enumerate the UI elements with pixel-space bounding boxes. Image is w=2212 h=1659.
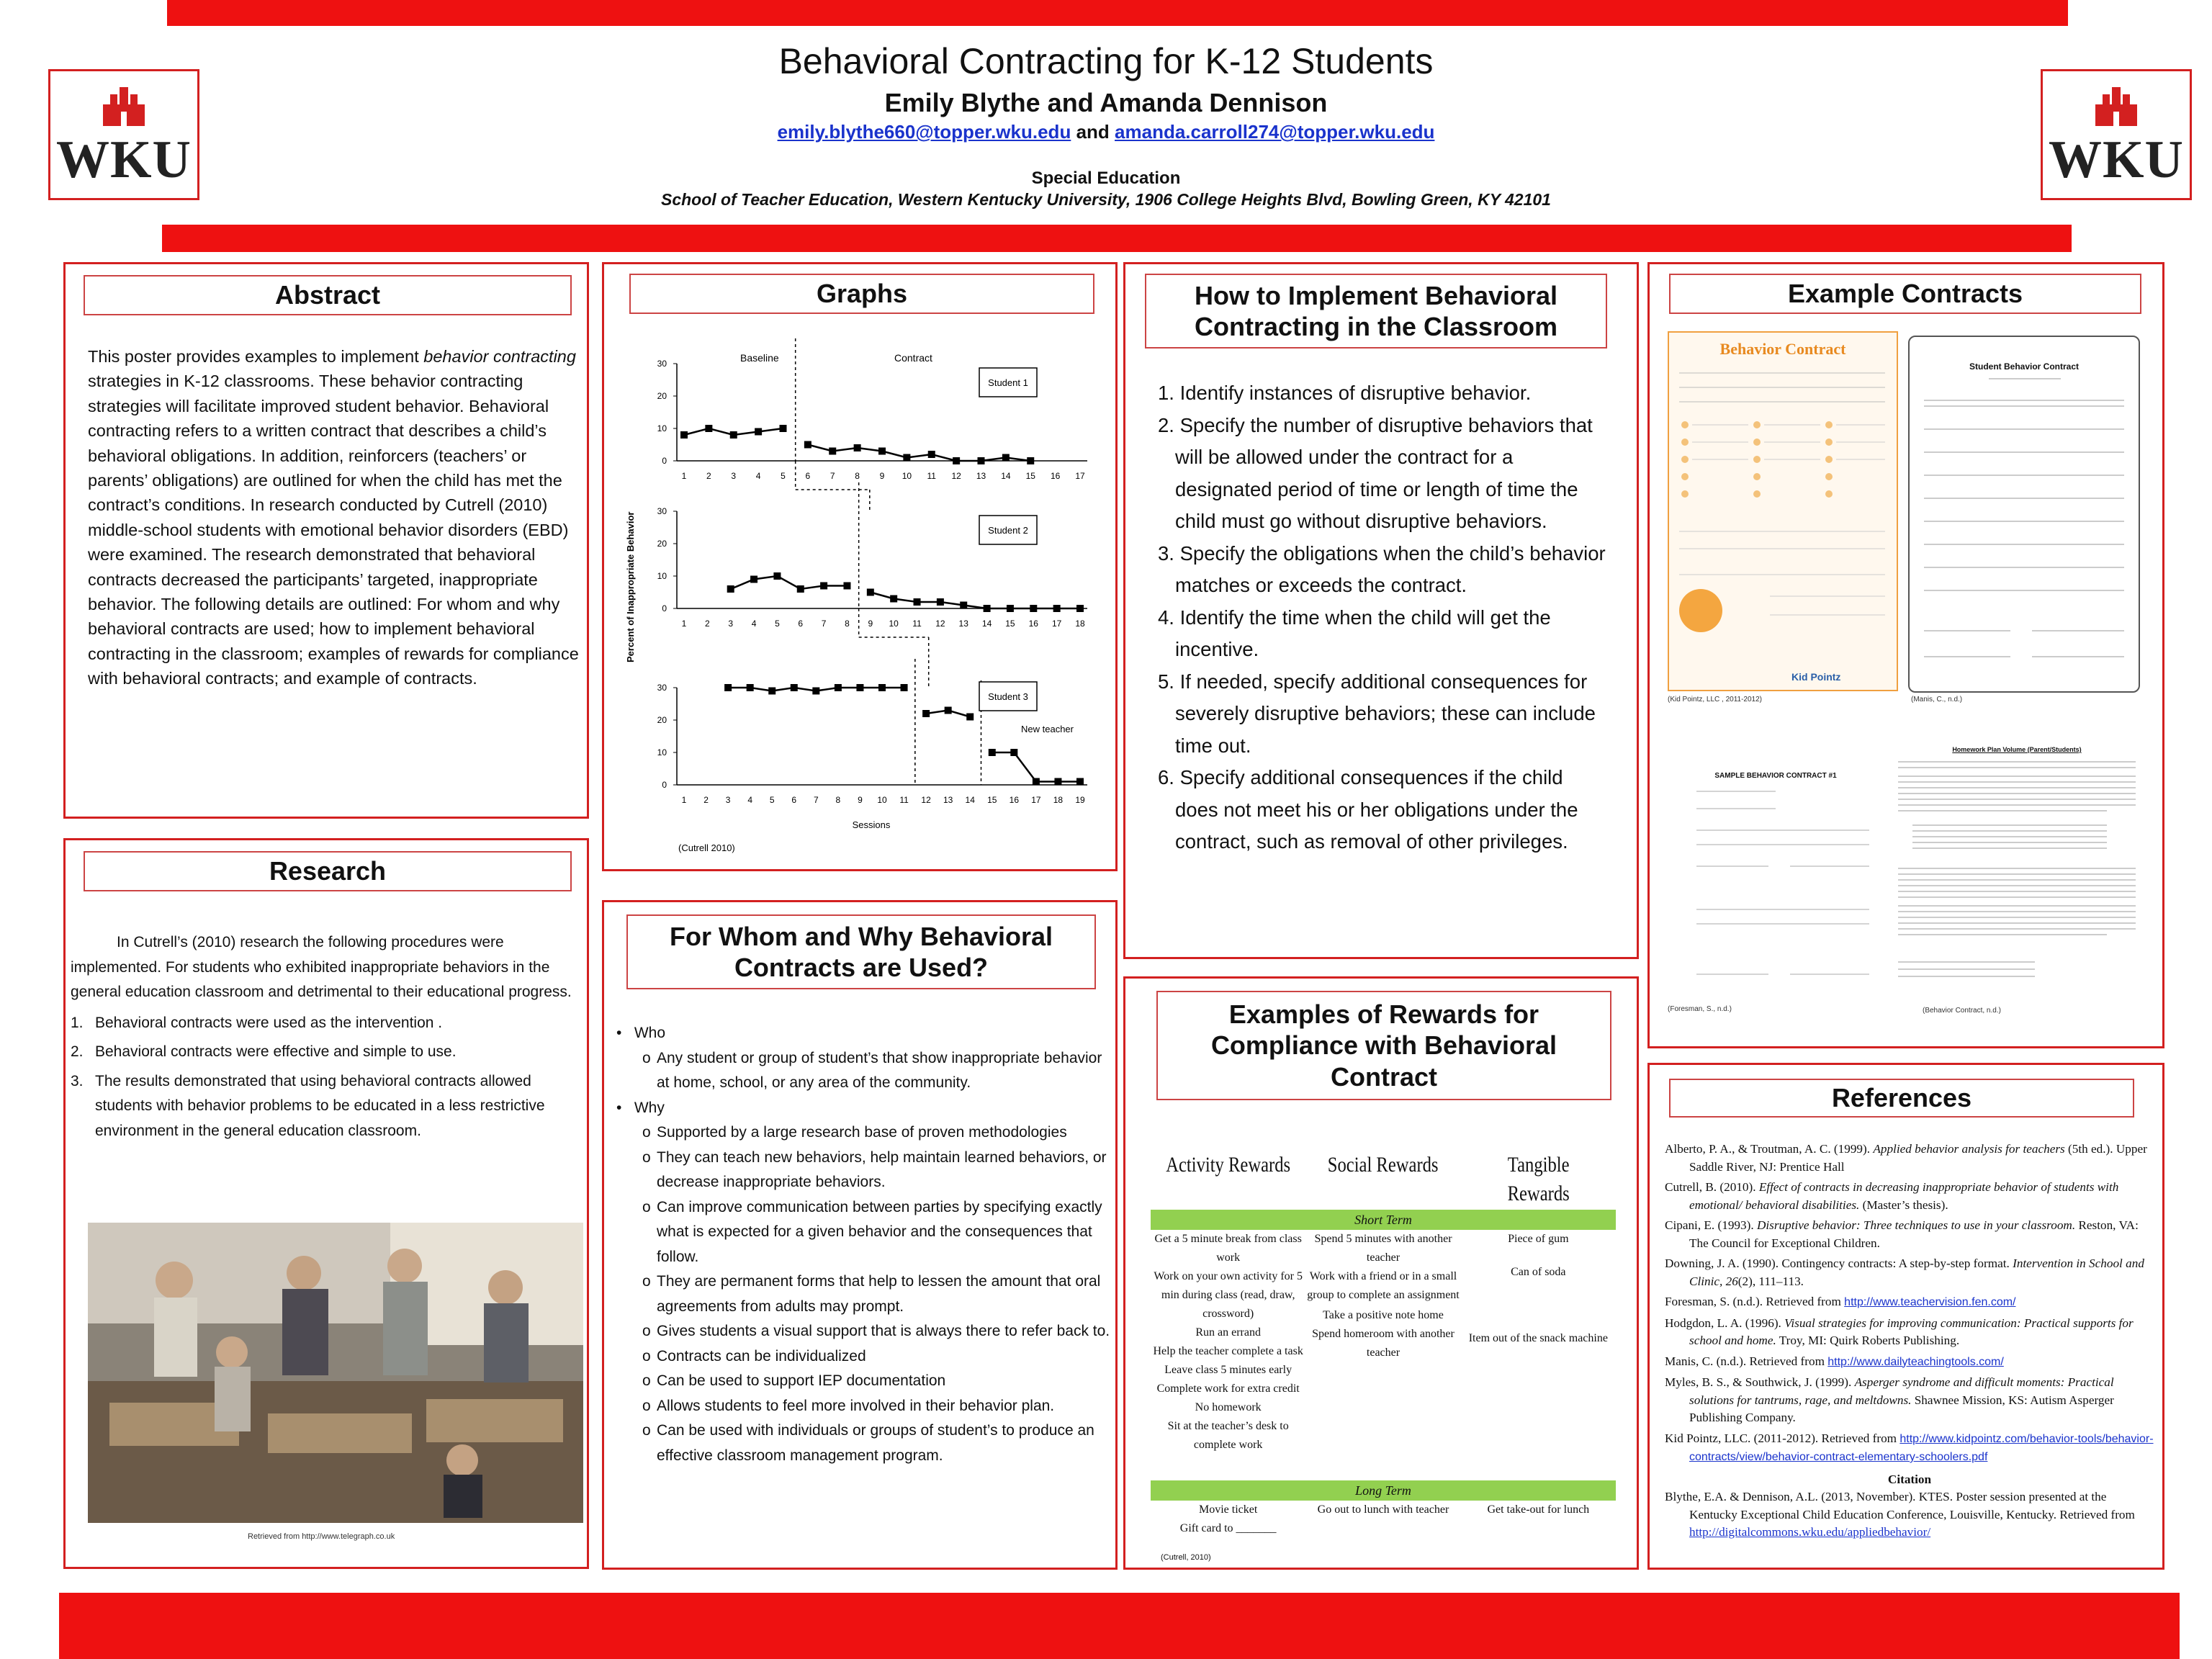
long-tangible-rewards	[1461, 1501, 1616, 1538]
reward-item: Gift card to _______	[1179, 1522, 1277, 1534]
contract-point	[966, 714, 974, 721]
contract-point	[937, 598, 944, 606]
sub-list-item	[616, 1394, 1113, 1419]
x-tick-label: 10	[877, 795, 887, 805]
circle-bullet-icon: o	[642, 1198, 651, 1215]
how-to-steps	[1158, 377, 1606, 858]
contract-2-caption: (Manis, C., n.d.)	[1911, 696, 1963, 703]
research-text	[71, 930, 579, 1143]
y-tick-label: 10	[657, 571, 667, 581]
baseline-point	[724, 684, 732, 691]
email-link-blythe[interactable]: emily.blythe660@topper.wku.edu	[777, 121, 1071, 143]
contract-1-brand: Kid Pointz	[1791, 671, 1841, 683]
contract-point	[928, 451, 935, 458]
reference-item: Myles, B. S., & Southwick, J. (1999). Asperger syndrome and difficult moments: Practical solutions for tantrums, rage, and meltdowns. Shawnee Mission, KS: Autism Asperger Publishing Company.	[1665, 1375, 2114, 1424]
contract-point	[960, 602, 967, 609]
y-tick-label: 0	[662, 780, 667, 790]
how-to-step: 3. Specify the obligations when the child’s behavior matches or exceeds the contract.	[1158, 541, 1606, 596]
y-tick-label: 30	[657, 683, 667, 693]
contract-4-text-lines	[1891, 753, 2143, 998]
sub-list-item	[616, 1269, 1113, 1319]
affiliation: School of Teacher Education, Western Kentucky University, 1906 College Heights Blvd, Bowling Green, KY 42101	[661, 190, 1551, 209]
contract-2-title: Student Behavior Contract	[1969, 361, 2079, 372]
reward-item: Get a 5 minute break from class work	[1154, 1233, 1302, 1264]
x-tick-label: 14	[1001, 471, 1011, 481]
contract-point	[1002, 454, 1010, 462]
contract-3-caption: (Foresman, S., n.d.)	[1668, 1005, 1732, 1013]
x-tick-label: 2	[706, 471, 711, 481]
baseline-point	[779, 425, 786, 432]
x-tick-label: 7	[813, 795, 819, 805]
baseline-point	[843, 583, 850, 590]
sub-list-item-text: Any student or group of student’s that show inappropriate behavior at home, school, or any area of the community.	[657, 1049, 1102, 1091]
reward-item: Item out of the snack machine	[1468, 1332, 1608, 1344]
x-tick-label: 4	[751, 619, 757, 629]
reference-item: Hodgdon, L. A. (1996). Visual strategies for improving communication: Practical supports for school and home. Troy, MI: Quirk Roberts Publishing.	[1665, 1316, 2134, 1347]
sub-list-item	[616, 1344, 1113, 1370]
student-label: Student 2	[988, 525, 1028, 536]
contract-point	[1027, 457, 1034, 464]
x-tick-label: 3	[725, 795, 731, 805]
x-tick-label: 16	[1009, 795, 1020, 805]
sub-list-item	[616, 1046, 1113, 1096]
contract-3-lines	[1668, 780, 1884, 996]
x-tick-label: 1	[681, 619, 687, 629]
circle-bullet-icon: o	[642, 1049, 651, 1066]
baseline-point	[747, 684, 754, 691]
reward-item: Work on your own activity for 5 min during class (read, draw, crossword)	[1154, 1270, 1303, 1320]
reference-item: Cutrell, B. (2010). Effect of contracts in decreasing inappropriate behavior of students with emotional/ behavioral disabilities. (Master’s thesis).	[1665, 1180, 2119, 1212]
reward-item: Leave class 5 minutes early	[1164, 1364, 1292, 1376]
y-tick-label: 20	[657, 715, 667, 725]
x-tick-label: 19	[1075, 795, 1085, 805]
y-tick-label: 30	[657, 506, 667, 516]
baseline-line	[731, 576, 848, 589]
y-tick-label: 10	[657, 747, 667, 757]
x-tick-label: 5	[781, 471, 786, 481]
contract-4-title: Homework Plan Volume (Parent/Students)	[1952, 746, 2082, 753]
x-tick-label: 8	[845, 619, 850, 629]
reward-item: Sit at the teacher’s desk to complete work	[1167, 1420, 1289, 1451]
baseline-point	[755, 428, 762, 436]
contract-point	[922, 710, 930, 717]
baseline-point	[878, 684, 886, 691]
list-number: 3.	[71, 1072, 84, 1089]
new-teacher-label: New teacher	[1021, 724, 1074, 734]
contract-2-lines	[1910, 372, 2139, 674]
baseline-point	[791, 684, 798, 691]
rewards-header-row	[1151, 1151, 1616, 1208]
list-number: 2.	[71, 1043, 84, 1060]
reference-item: Foresman, S. (n.d.). Retrieved from http://www.teachervision.fen.com/	[1665, 1295, 2016, 1308]
y-tick-label: 30	[657, 359, 667, 369]
reference-item: Alberto, P. A., & Troutman, A. C. (1999). Applied behavior analysis for teachers (5th ed.). Upper Saddle River, NJ: Prentice Hall	[1665, 1142, 2147, 1174]
x-tick-label: 2	[705, 619, 710, 629]
x-tick-label: 16	[1050, 471, 1061, 481]
contract-1-title: Behavior Contract	[1719, 340, 1846, 358]
contract-point	[945, 707, 952, 714]
why-list	[616, 1120, 1113, 1468]
x-tick-label: 17	[1075, 471, 1085, 481]
email-separator: and	[1076, 121, 1110, 143]
for-whom-title: For Whom and Why Behavioral Contracts are Used?	[626, 914, 1096, 989]
how-to-step: 1. Identify instances of disruptive behavior.	[1158, 382, 1532, 404]
circle-bullet-icon: o	[642, 1323, 651, 1339]
photo-caption: Retrieved from http://www.telegraph.co.uk	[248, 1532, 395, 1541]
contract-4-caption: (Behavior Contract, n.d.)	[1923, 1007, 2001, 1015]
how-to-step: 6. Specify additional consequences if the child does not meet his or her obligations under the contract, such as removal of other privileges.	[1158, 766, 1578, 853]
classroom-photo	[88, 1223, 583, 1523]
contract-point	[829, 448, 836, 455]
contract-point	[854, 444, 861, 451]
multiple-baseline-graph	[612, 331, 1109, 864]
sub-list-item	[616, 1369, 1113, 1394]
rewards-title: Examples of Rewards for Compliance with Behavioral Contract	[1156, 991, 1611, 1100]
short-tangible-rewards	[1461, 1230, 1616, 1475]
sub-list-item	[616, 1195, 1113, 1270]
contract-point	[878, 448, 886, 455]
reward-item: Can of soda	[1511, 1266, 1566, 1278]
x-tick-label: 15	[1005, 619, 1015, 629]
wku-wordmark: WKU	[2049, 130, 2184, 189]
baseline-point	[727, 585, 734, 593]
contract-point	[984, 605, 991, 612]
contract-line	[871, 593, 1080, 609]
list-item-text: The results demonstrated that using behavioral contracts allowed students with behavior problems to be educated in a less restrictive environment in the general education classroom.	[95, 1072, 545, 1139]
x-tick-label: 7	[830, 471, 835, 481]
graphs-title: Graphs	[629, 274, 1094, 314]
short-term-header: Short Term	[1151, 1210, 1616, 1230]
how-to-step: 5. If needed, specify additional consequences for severely disruptive behaviors; these can include time out.	[1158, 670, 1596, 757]
poster-authors: Emily Blythe and Amanda Dennison	[884, 88, 1328, 117]
new-teacher-point	[1076, 778, 1084, 786]
who-label: • Who	[616, 1025, 666, 1041]
reference-link[interactable]: http://www.teachervision.fen.com/	[1844, 1296, 2016, 1308]
reward-item: Run an errand	[1195, 1326, 1261, 1339]
x-tick-label: 6	[805, 471, 811, 481]
example-contracts-title: Example Contracts	[1669, 274, 2141, 314]
x-tick-label: 14	[965, 795, 975, 805]
long-activity-rewards	[1151, 1501, 1305, 1538]
research-list	[71, 1011, 579, 1144]
references-title: References	[1669, 1079, 2134, 1118]
citation-link[interactable]: http://digitalcommons.wku.edu/appliedbehavior/	[1689, 1525, 1931, 1539]
baseline-point	[797, 585, 804, 593]
rewards-table	[1151, 1151, 1616, 1567]
col-tangible-rewards: Tangible Rewards	[1507, 1153, 1570, 1205]
reward-item: Spend homeroom with another teacher	[1312, 1328, 1455, 1359]
x-tick-label: 9	[858, 795, 863, 805]
x-tick-label: 11	[899, 795, 909, 805]
x-tick-label: 5	[775, 619, 780, 629]
x-tick-label: 11	[912, 619, 922, 629]
y-tick-label: 20	[657, 391, 667, 401]
list-item-text: Behavioral contracts were used as the intervention .	[95, 1014, 443, 1031]
research-list-item	[71, 1011, 579, 1036]
x-tick-label: 8	[835, 795, 841, 805]
contract-point	[1076, 605, 1084, 612]
contract-point	[890, 595, 897, 603]
sub-list-item	[616, 1419, 1113, 1468]
contract-image-manis	[1908, 336, 2140, 693]
y-tick-label: 10	[657, 423, 667, 433]
sub-list-item-text: Can improve communication between parties by specifying exactly what is expected for a given behavior and the consequences that follow.	[657, 1198, 1102, 1265]
research-list-item	[71, 1040, 579, 1065]
circle-bullet-icon: o	[642, 1148, 651, 1166]
wku-wordmark: WKU	[56, 130, 192, 189]
sub-list-item-text: Allows students to feel more involved in their behavior plan.	[657, 1397, 1055, 1414]
contract-point	[1053, 605, 1061, 612]
baseline-point	[680, 431, 688, 439]
x-tick-label: 12	[935, 619, 945, 629]
top-red-bar	[167, 0, 2068, 26]
student-label: Student 1	[988, 377, 1028, 388]
baseline-point	[705, 425, 712, 432]
new-teacher-point	[1054, 778, 1061, 786]
x-tick-label: 17	[1051, 619, 1062, 629]
reward-item: Get take-out for lunch	[1487, 1503, 1590, 1516]
reward-item: Movie ticket	[1199, 1503, 1258, 1516]
rewards-citation: (Cutrell, 2010)	[1161, 1553, 1211, 1562]
for-whom-text	[616, 1021, 1113, 1468]
y-tick-label: 0	[662, 456, 667, 466]
contract-point	[804, 441, 811, 449]
reward-item: Piece of gum	[1508, 1233, 1569, 1245]
header-red-bar	[162, 225, 2072, 252]
abstract-title: Abstract	[84, 275, 572, 315]
contract-line	[808, 445, 1030, 462]
sub-list-item-text: Can be used with individuals or groups of student’s to produce an effective classroom management program.	[657, 1422, 1094, 1464]
contract-1-caption: (Kid Pointz, LLC , 2011-2012)	[1668, 696, 1763, 703]
list-number: 1.	[71, 1014, 84, 1031]
reward-item: Complete work for extra credit	[1156, 1382, 1300, 1395]
baseline-point	[901, 684, 908, 691]
contract-1-lines	[1669, 359, 1897, 647]
x-tick-label: 13	[976, 471, 986, 481]
sub-list-item-text: Supported by a large research base of proven methodologies	[657, 1124, 1067, 1141]
x-tick-label: 17	[1031, 795, 1041, 805]
student-label: Student 3	[988, 691, 1028, 702]
research-title: Research	[84, 851, 572, 891]
references-list	[1665, 1141, 2154, 1542]
sub-list-item-text: Can be used to support IEP documentation	[657, 1372, 946, 1389]
circle-bullet-icon: o	[642, 1422, 651, 1439]
x-tick-label: 9	[879, 471, 885, 481]
short-activity-rewards	[1151, 1230, 1305, 1475]
x-axis-label: Sessions	[852, 819, 891, 830]
sub-list-item	[616, 1319, 1113, 1344]
reward-item: No homework	[1195, 1401, 1262, 1413]
x-tick-label: 11	[927, 471, 936, 481]
contract-point	[977, 457, 984, 464]
baseline-point	[730, 431, 737, 439]
reward-item: Help the teacher complete a task	[1153, 1345, 1303, 1357]
sub-list-item	[616, 1146, 1113, 1195]
how-to-step: 4. Identify the time when the child will get the incentive.	[1158, 606, 1551, 660]
baseline-point	[856, 684, 863, 691]
reference-link[interactable]: http://www.kidpointz.com/behavior-tools/behavior-contracts/view/behavior-contract-elementary-schoolers.pdf	[1689, 1432, 2154, 1463]
sub-list-item-text: Contracts can be individualized	[657, 1347, 866, 1364]
x-tick-label: 1	[681, 471, 687, 481]
x-tick-label: 18	[1075, 619, 1085, 629]
list-item-text: Behavioral contracts were effective and simple to use.	[95, 1043, 457, 1060]
phase-label-contract: Contract	[894, 352, 932, 364]
x-tick-label: 4	[747, 795, 753, 805]
x-tick-label: 14	[981, 619, 992, 629]
x-tick-label: 16	[1028, 619, 1038, 629]
sub-list-item-text: They can teach new behaviors, help maintain learned behaviors, or decrease inappropriate behaviors.	[657, 1148, 1107, 1190]
x-tick-label: 9	[868, 619, 873, 629]
abstract-text: This poster provides examples to implement behavior contracting strategies in K-12 classrooms. These behavior contracting strategies will facilitate improved student behavior. Behavioral contracting refers to a written contract that describes a child’s behavioral obligations. In addition, reinforcers (teachers’ or parents’ obligations) are outlined for when the child has met the contract’s conditions. In research conducted by Cutrell (2010) middle-school students with emotional behavior disorders (EBD) were examined. The research demonstrated that behavioral contracts decreased the participants’ targeted, inappropriate behavior. The following details are outlined: For whom and why behavioral contracts are used; how to implement behavioral contracting in the classroom; examples of rewards for compliance with behavioral contracts; and example of contracts.	[88, 347, 579, 688]
y-axis-label: Percent of Inappropriate Behavior	[625, 511, 636, 662]
circle-bullet-icon: o	[642, 1397, 651, 1414]
contract-image-kidpointz	[1668, 331, 1898, 691]
contract-point	[1030, 605, 1037, 612]
y-tick-label: 20	[657, 539, 667, 549]
circle-bullet-icon: o	[642, 1372, 651, 1389]
x-tick-label: 3	[728, 619, 734, 629]
col-social-rewards: Social Rewards	[1328, 1153, 1439, 1177]
reward-item: Work with a friend or in a small group to complete an assignment	[1307, 1270, 1460, 1301]
x-tick-label: 15	[987, 795, 997, 805]
baseline-point	[812, 688, 819, 695]
x-tick-label: 2	[703, 795, 709, 805]
phase-label-baseline: Baseline	[740, 352, 779, 364]
x-tick-label: 13	[958, 619, 968, 629]
x-tick-label: 12	[951, 471, 961, 481]
contract-point	[1007, 605, 1014, 612]
email-link-dennison[interactable]: amanda.carroll274@topper.wku.edu	[1115, 121, 1435, 143]
contract-3-title: SAMPLE BEHAVIOR CONTRACT #1	[1714, 772, 1837, 780]
new-teacher-point	[989, 749, 996, 756]
long-term-header: Long Term	[1151, 1480, 1616, 1501]
citation-text: Blythe, E.A. & Dennison, A.L. (2013, November). KTES. Poster session presented at the Kentucky Exceptional Child Education Conference, Louisville, Kentucky. Retrieved from http://digitalcommons.wku.edu/appliedbehavior/	[1665, 1490, 2135, 1539]
long-term-row	[1151, 1501, 1616, 1538]
x-tick-label: 13	[943, 795, 953, 805]
new-teacher-line	[992, 752, 1080, 782]
x-tick-label: 18	[1053, 795, 1064, 805]
contract-point	[903, 454, 910, 462]
circle-bullet-icon: o	[642, 1273, 651, 1290]
reward-item: Go out to lunch with teacher	[1317, 1503, 1449, 1516]
sub-list-item-text: Gives students a visual support that is always there to refer back to.	[657, 1323, 1110, 1339]
col-activity-rewards: Activity Rewards	[1166, 1153, 1291, 1177]
how-to-title: How to Implement Behavioral Contracting in the Classroom	[1145, 274, 1607, 349]
reference-item: Manis, C. (n.d.). Retrieved from http://www.dailyteachingtools.com/	[1665, 1354, 2004, 1368]
citation-heading: Citation	[1887, 1472, 1932, 1486]
x-tick-label: 12	[921, 795, 931, 805]
new-teacher-point	[1010, 749, 1017, 756]
reward-item: Take a positive note home	[1323, 1309, 1444, 1321]
baseline-point	[835, 684, 842, 691]
reward-item: Spend 5 minutes with another teacher	[1314, 1233, 1452, 1264]
reference-item: Cipani, E. (1993). Disruptive behavior: Three techniques to use in your classroom. Reston, VA: The Council for Exceptional Children.	[1665, 1218, 2139, 1250]
footer-red-bar	[59, 1593, 2180, 1659]
contract-point	[914, 598, 921, 606]
x-tick-label: 1	[681, 795, 687, 805]
x-tick-label: 7	[821, 619, 827, 629]
contract-point	[953, 457, 960, 464]
x-tick-label: 8	[855, 471, 860, 481]
sub-list-item	[616, 1120, 1113, 1146]
baseline-point	[820, 583, 827, 590]
who-list	[616, 1046, 1113, 1096]
research-list-item	[71, 1069, 579, 1144]
circle-bullet-icon: o	[642, 1124, 651, 1141]
reference-item: Kid Pointz, LLC. (2011-2012). Retrieved from http://www.kidpointz.com/behavior-tools/behavior-contracts/view/behavior-contract-elementary-schoolers.pdf	[1665, 1431, 2154, 1463]
short-social-rewards	[1305, 1230, 1460, 1475]
y-tick-label: 0	[662, 603, 667, 613]
x-tick-label: 6	[798, 619, 804, 629]
graph-citation: (Cutrell 2010)	[678, 842, 735, 853]
circle-bullet-icon: o	[642, 1347, 651, 1364]
x-tick-label: 10	[889, 619, 899, 629]
new-teacher-point	[1033, 778, 1040, 786]
sub-list-item-text: They are permanent forms that help to lessen the amount that oral agreements from adults may prompt.	[657, 1273, 1101, 1315]
poster-title: Behavioral Contracting for K-12 Students	[778, 41, 1434, 81]
x-tick-label: 4	[755, 471, 761, 481]
x-tick-label: 10	[902, 471, 912, 481]
reference-item: Downing, J. A. (1990). Contingency contracts: A step-by-step format. Intervention in School and Clinic, 26(2), 111–113.	[1665, 1256, 2144, 1288]
x-tick-label: 3	[731, 471, 737, 481]
contract-point	[867, 589, 874, 596]
short-term-row	[1151, 1230, 1616, 1475]
reference-link[interactable]: http://www.dailyteachingtools.com/	[1827, 1355, 2004, 1368]
department: Special Education	[1031, 168, 1181, 188]
how-to-step: 2. Specify the number of disruptive behaviors that will be allowed under the contract for a designated period of time or length of time the child must go without disruptive behaviors.	[1158, 413, 1593, 532]
contract-image-behavior-contract	[1891, 742, 2143, 1004]
long-social-rewards	[1305, 1501, 1460, 1538]
baseline-point	[768, 688, 775, 695]
x-tick-label: 6	[791, 795, 797, 805]
author-emails	[0, 121, 2212, 143]
baseline-point	[773, 572, 781, 580]
research-intro: In Cutrell’s (2010) research the following procedures were implemented. For students who exhibited inappropriate behaviors in the general education classroom and detrimental to their educational progress.	[71, 934, 572, 1000]
baseline-point	[750, 576, 757, 583]
x-tick-label: 15	[1025, 471, 1035, 481]
contract-image-foresman	[1668, 739, 1884, 1005]
x-tick-label: 5	[769, 795, 775, 805]
why-label: • Why	[616, 1099, 665, 1116]
